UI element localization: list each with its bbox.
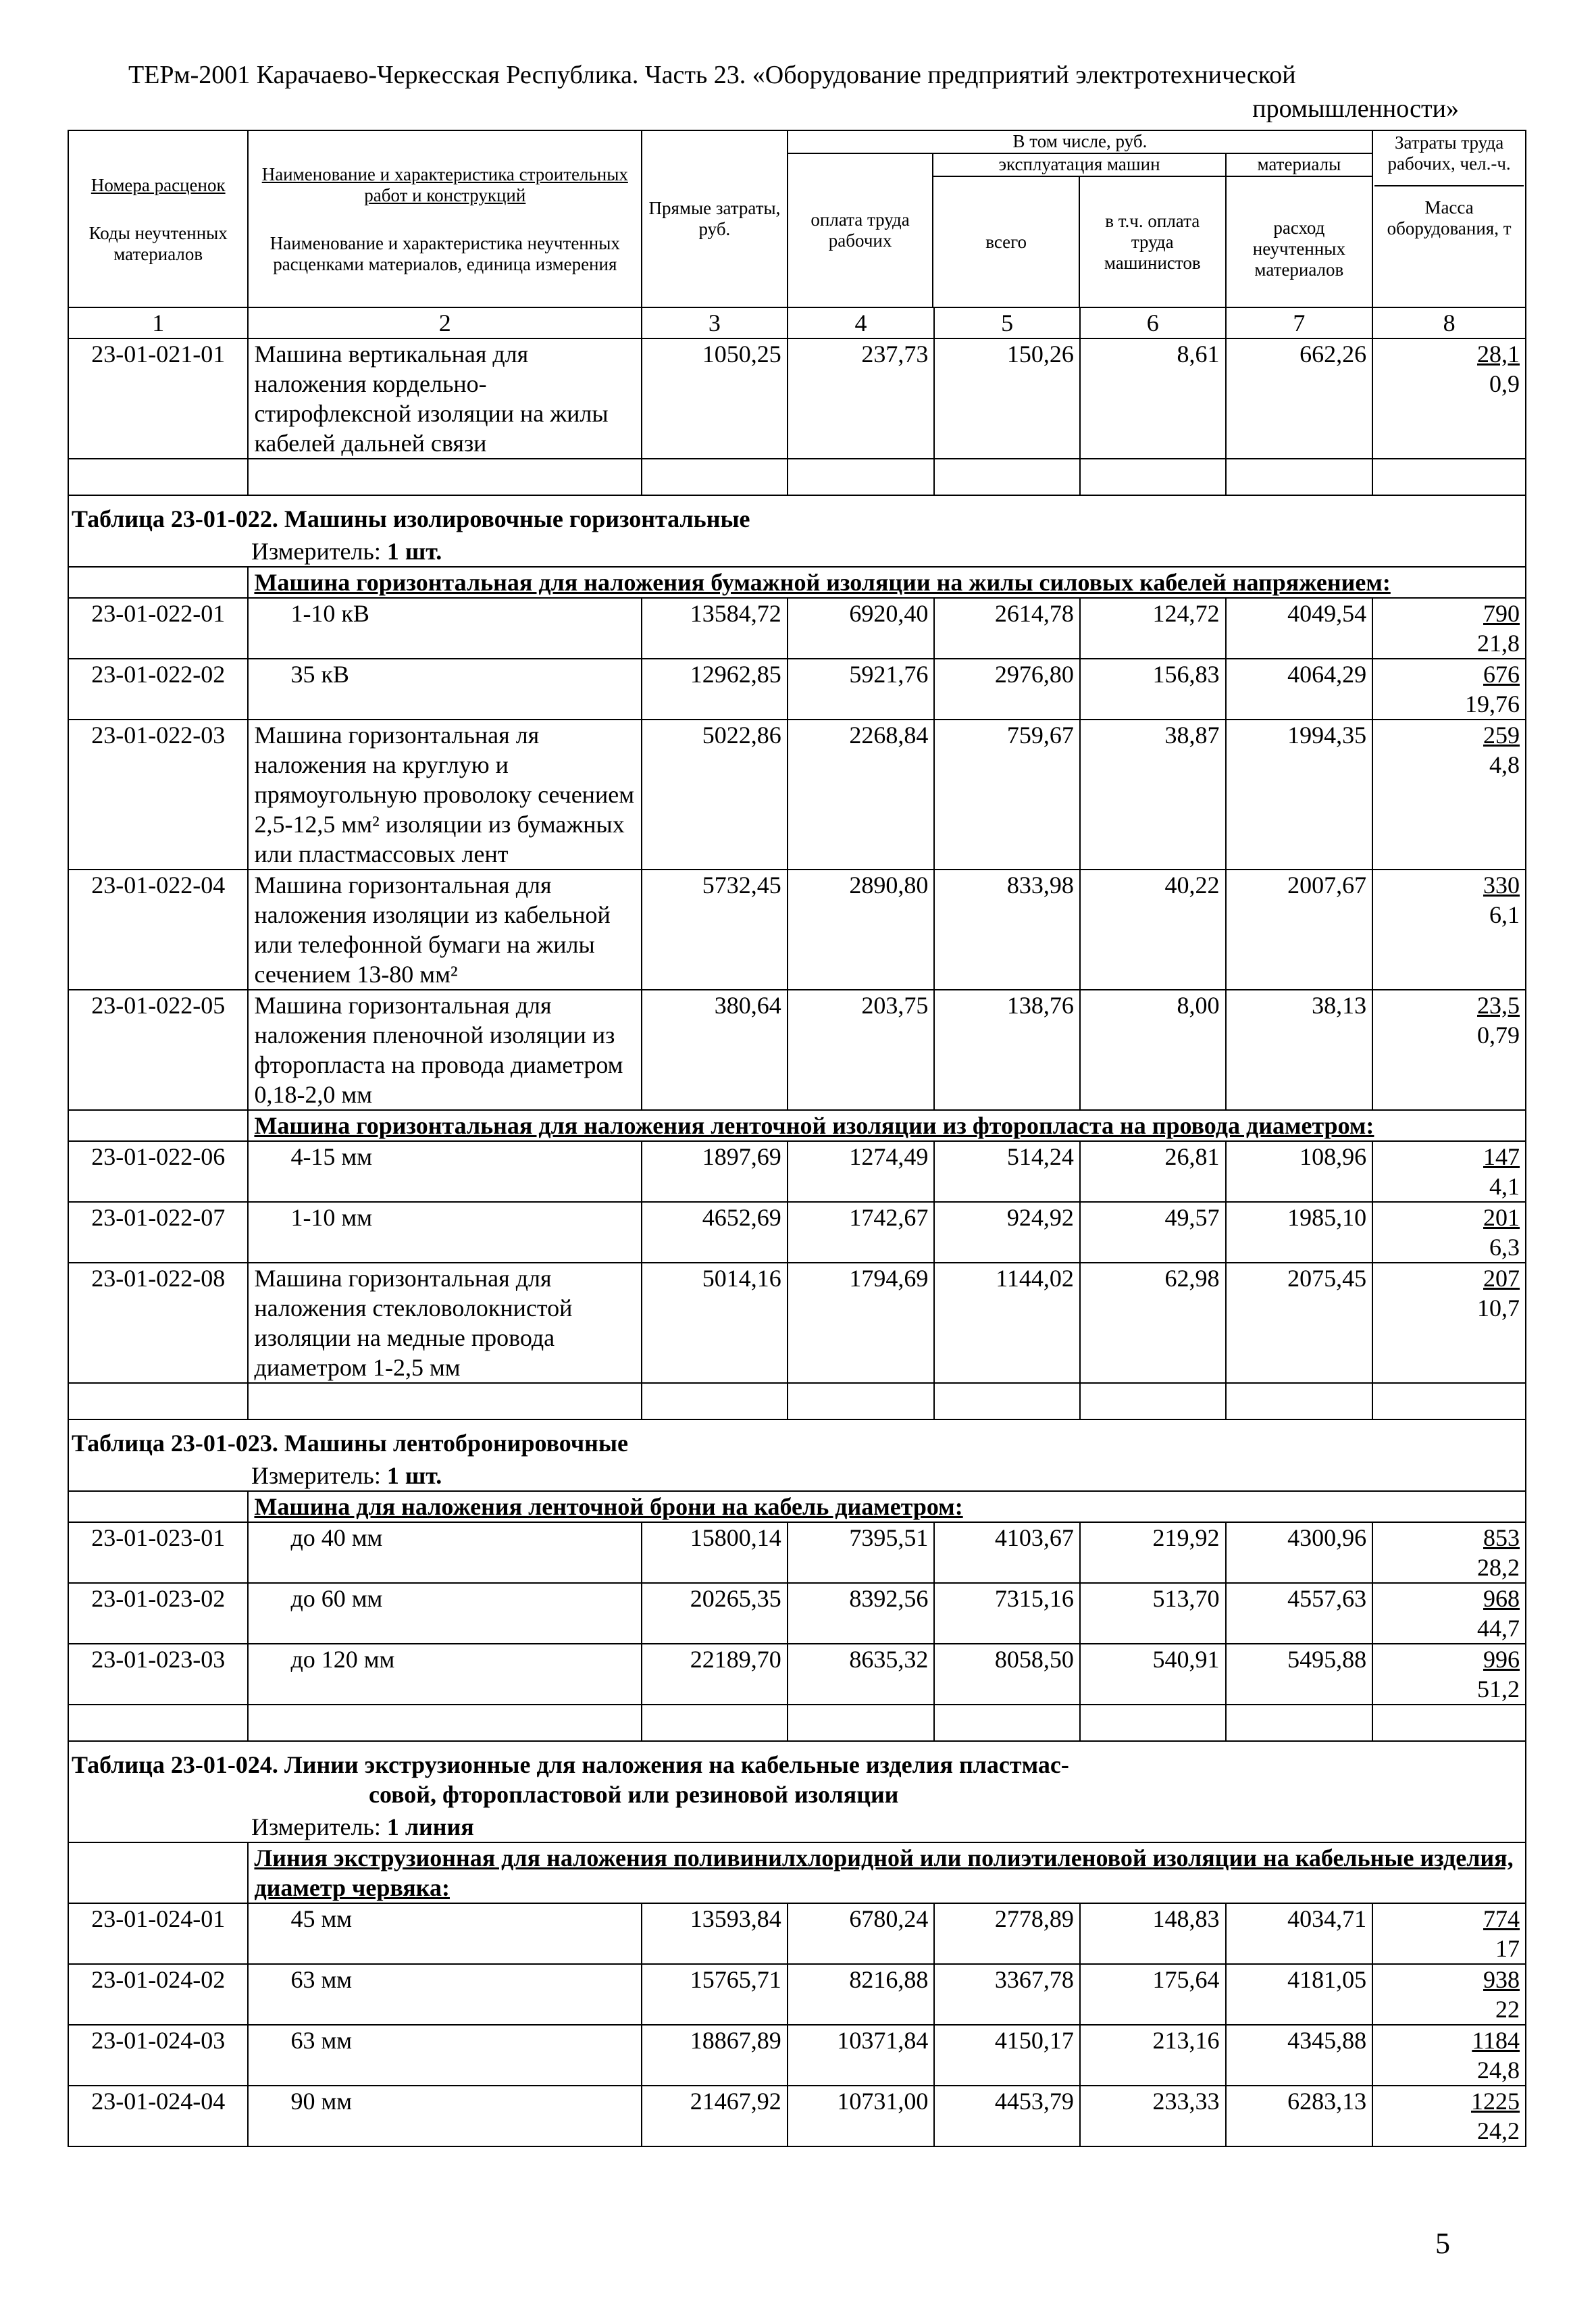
rate-code: 23-01-022-01	[68, 598, 248, 659]
table-row	[68, 1522, 1526, 1583]
rate-name: 45 мм	[248, 1903, 642, 1964]
value-labor: 23,5	[1477, 992, 1520, 1019]
value-vsego: 3367,78	[934, 1964, 1080, 2025]
value-labor: 790	[1483, 600, 1520, 627]
column-number-row	[68, 307, 1526, 338]
labor-cell	[1372, 1263, 1526, 1383]
value-mash: 124,72	[1080, 598, 1226, 659]
header-nomera: Номера расценок	[91, 174, 226, 195]
value-labor: 676	[1483, 661, 1520, 688]
header-cell-vtom	[788, 130, 1372, 307]
value-labor: 996	[1483, 1646, 1520, 1673]
value-mash: 213,16	[1080, 2025, 1226, 2086]
value-labor: 968	[1483, 1585, 1520, 1612]
value-mass: 0,9	[1489, 370, 1520, 397]
value-vsego: 514,24	[934, 1141, 1080, 1202]
group-row	[68, 1110, 1526, 1141]
table-row	[68, 1202, 1526, 1263]
value-mass: 10,7	[1477, 1294, 1520, 1322]
value-mat: 4345,88	[1226, 2025, 1373, 2086]
column-number: 2	[248, 307, 642, 338]
header-oplata: оплата труда рабочих	[788, 154, 934, 307]
rate-code: 23-01-022-08	[68, 1263, 248, 1383]
value-oplata: 5921,76	[788, 659, 935, 720]
measure-row	[68, 1461, 1526, 1491]
measure-unit	[68, 536, 1526, 567]
rate-name: Машина вертикальная для наложения кордельно-стирофлексной изоляции на жилы кабелей дальней связи	[248, 338, 642, 459]
value-mass: 22	[1495, 1996, 1520, 2023]
value-pryamye: 12962,85	[642, 659, 788, 720]
measure-label: Измеритель:	[251, 538, 381, 565]
value-mash: 8,61	[1080, 338, 1226, 459]
header-massa: Масса оборудования, т	[1374, 185, 1524, 239]
value-labor: 774	[1483, 1905, 1520, 1932]
header-line-1: ТЕРм-2001 Карачаево-Черкесская Республика. Часть 23. «Оборудование предприятий электротехнической	[128, 61, 1296, 89]
value-mat: 4300,96	[1226, 1522, 1373, 1583]
value-oplata: 2268,84	[788, 720, 935, 870]
value-mash: 40,22	[1080, 870, 1226, 990]
table-header-row	[68, 130, 1526, 307]
value-mash: 219,92	[1080, 1522, 1226, 1583]
value-mat: 2007,67	[1226, 870, 1373, 990]
rate-name: Машина горизонтальная для наложения изоляции из кабельной или телефонной бумаги на жилы сечением 13-80 мм²	[248, 870, 642, 990]
rate-code: 23-01-021-01	[68, 338, 248, 459]
value-vsego: 1144,02	[934, 1263, 1080, 1383]
labor-cell	[1372, 870, 1526, 990]
page-header	[128, 58, 1459, 126]
value-oplata: 1742,67	[788, 1202, 935, 1263]
rate-name: 4-15 мм	[248, 1141, 642, 1202]
labor-cell	[1372, 1644, 1526, 1705]
rate-code: 23-01-022-06	[68, 1141, 248, 1202]
rate-code: 23-01-022-07	[68, 1202, 248, 1263]
section-title	[68, 1741, 1526, 1812]
header-kody: Коды неучтенных материалов	[88, 222, 228, 264]
price-table	[68, 130, 1526, 2147]
value-labor: 28,1	[1477, 341, 1520, 368]
value-mass: 28,2	[1477, 1554, 1520, 1581]
value-vsego: 150,26	[934, 338, 1080, 459]
value-pryamye: 15765,71	[642, 1964, 788, 2025]
header-naim1: Наименование и характеристика строительных работ и конструкций	[261, 164, 628, 205]
value-mat: 4049,54	[1226, 598, 1373, 659]
labor-cell	[1372, 1583, 1526, 1644]
value-mat: 5495,88	[1226, 1644, 1373, 1705]
labor-cell	[1372, 598, 1526, 659]
labor-cell	[1372, 2086, 1526, 2146]
value-mash: 38,87	[1080, 720, 1226, 870]
value-labor: 853	[1483, 1524, 1520, 1551]
value-oplata: 8635,32	[788, 1644, 935, 1705]
rate-code: 23-01-024-02	[68, 1964, 248, 2025]
value-mass: 24,2	[1477, 2117, 1520, 2144]
measure-unit	[68, 1812, 1526, 1842]
value-labor: 147	[1483, 1143, 1520, 1170]
value-mat: 2075,45	[1226, 1263, 1373, 1383]
header-vsego: всего	[933, 177, 1079, 307]
measure-label: Измеритель:	[251, 1813, 381, 1840]
group-heading: Линия экструзионная для наложения поливинилхлоридной или полиэтиленовой изоляции на кабельные изделия, диаметр червяка:	[248, 1842, 1526, 1903]
value-pryamye: 21467,92	[642, 2086, 788, 2146]
spacer-row	[68, 1705, 1526, 1741]
labor-cell	[1372, 1202, 1526, 1263]
value-mash: 8,00	[1080, 990, 1226, 1110]
value-pryamye: 5014,16	[642, 1263, 788, 1383]
labor-cell	[1372, 1141, 1526, 1202]
value-vsego: 2778,89	[934, 1903, 1080, 1964]
column-number: 7	[1226, 307, 1373, 338]
rate-name: до 120 мм	[248, 1644, 642, 1705]
rate-name: 90 мм	[248, 2086, 642, 2146]
value-mass: 17	[1495, 1935, 1520, 1962]
labor-cell	[1372, 2025, 1526, 2086]
value-vsego: 924,92	[934, 1202, 1080, 1263]
value-vsego: 8058,50	[934, 1644, 1080, 1705]
value-vsego: 4150,17	[934, 2025, 1080, 2086]
value-mash: 148,83	[1080, 1903, 1226, 1964]
value-pryamye: 18867,89	[642, 2025, 788, 2086]
header-vtch: в т.ч. оплата труда машинистов	[1104, 210, 1201, 273]
value-mat: 4181,05	[1226, 1964, 1373, 2025]
measure-unit	[68, 1461, 1526, 1491]
value-labor: 259	[1483, 722, 1520, 749]
table-row	[68, 1141, 1526, 1202]
value-oplata: 1794,69	[788, 1263, 935, 1383]
labor-cell	[1372, 659, 1526, 720]
rate-code: 23-01-023-02	[68, 1583, 248, 1644]
labor-cell	[1372, 720, 1526, 870]
table-title-row	[68, 1741, 1526, 1812]
labor-cell	[1372, 990, 1526, 1110]
value-mat: 6283,13	[1226, 2086, 1373, 2146]
value-oplata: 2890,80	[788, 870, 935, 990]
value-vsego: 2614,78	[934, 598, 1080, 659]
rate-name: 63 мм	[248, 1964, 642, 2025]
header-cell-codes	[68, 130, 248, 307]
value-labor: 1225	[1471, 2088, 1520, 2115]
column-number: 6	[1080, 307, 1226, 338]
group-row	[68, 1842, 1526, 1903]
value-vsego: 138,76	[934, 990, 1080, 1110]
group-heading: Машина для наложения ленточной брони на кабель диаметром:	[248, 1491, 1526, 1522]
spacer-row	[68, 459, 1526, 495]
table-row	[68, 870, 1526, 990]
rate-name: Машина горизонтальная для наложения стекловолокнистой изоляции на медные провода диаметром 1-2,5 мм	[248, 1263, 642, 1383]
value-mash: 540,91	[1080, 1644, 1226, 1705]
value-vsego: 759,67	[934, 720, 1080, 870]
rate-code: 23-01-022-05	[68, 990, 248, 1110]
value-mat: 4064,29	[1226, 659, 1373, 720]
rate-code: 23-01-024-03	[68, 2025, 248, 2086]
rate-name: 1-10 мм	[248, 1202, 642, 1263]
rate-code: 23-01-023-03	[68, 1644, 248, 1705]
header-rashod: расход неучтенных материалов	[1252, 217, 1345, 280]
value-pryamye: 1897,69	[642, 1141, 788, 1202]
table-row	[68, 338, 1526, 459]
rate-code: 23-01-022-03	[68, 720, 248, 870]
measure-row	[68, 1812, 1526, 1842]
value-mat: 108,96	[1226, 1141, 1373, 1202]
value-oplata: 6780,24	[788, 1903, 935, 1964]
table-row	[68, 1583, 1526, 1644]
value-pryamye: 13593,84	[642, 1903, 788, 1964]
value-oplata: 237,73	[788, 338, 935, 459]
measure-row	[68, 536, 1526, 567]
value-mass: 19,76	[1465, 690, 1520, 718]
value-mass: 4,1	[1489, 1173, 1520, 1200]
value-pryamye: 22189,70	[642, 1644, 788, 1705]
table-row	[68, 2025, 1526, 2086]
value-mat: 1985,10	[1226, 1202, 1373, 1263]
group-row	[68, 1491, 1526, 1522]
value-oplata: 10731,00	[788, 2086, 935, 2146]
rate-name: Машина горизонтальная ля наложения на круглую и прямоугольную проволоку сечением 2,5-12,5 мм² изоляции из бумажных или пластмассовых лент	[248, 720, 642, 870]
header-zatraty: Затраты труда рабочих, чел.-ч.	[1387, 132, 1511, 174]
value-mass: 44,7	[1477, 1615, 1520, 1642]
value-pryamye: 15800,14	[642, 1522, 788, 1583]
value-pryamye: 20265,35	[642, 1583, 788, 1644]
section-title-line-2: совой, фторопластовой или резиновой изоляции	[369, 1781, 899, 1808]
value-oplata: 203,75	[788, 990, 935, 1110]
value-mass: 4,8	[1489, 751, 1520, 778]
table-row	[68, 1263, 1526, 1383]
header-materialy: материалы	[1227, 154, 1372, 177]
spacer-row	[68, 1383, 1526, 1419]
table-row	[68, 1903, 1526, 1964]
value-mat: 662,26	[1226, 338, 1373, 459]
section-title: Таблица 23-01-022. Машины изолировочные горизонтальные	[68, 495, 1526, 536]
value-mash: 156,83	[1080, 659, 1226, 720]
table-row	[68, 990, 1526, 1110]
header-ekspl: эксплуатация машин	[933, 154, 1225, 177]
table-row	[68, 659, 1526, 720]
value-vsego: 833,98	[934, 870, 1080, 990]
value-mat: 1994,35	[1226, 720, 1373, 870]
measure-value: 1 шт.	[386, 538, 442, 565]
group-heading: Машина горизонтальная для наложения ленточной изоляции из фторопласта на провода диаметром:	[248, 1110, 1526, 1141]
rate-name: Машина горизонтальная для наложения пленочной изоляции из фторопласта на провода диаметром 0,18-2,0 мм	[248, 990, 642, 1110]
value-mass: 24,8	[1477, 2057, 1520, 2084]
value-pryamye: 4652,69	[642, 1202, 788, 1263]
table-row	[68, 2086, 1526, 2146]
value-vsego: 7315,16	[934, 1583, 1080, 1644]
value-mash: 62,98	[1080, 1263, 1226, 1383]
value-mass: 0,79	[1477, 1022, 1520, 1049]
value-vsego: 2976,80	[934, 659, 1080, 720]
section-title-line-1: Таблица 23-01-024. Линии экструзионные для наложения на кабельные изделия пластмас-	[72, 1751, 1069, 1778]
rate-name: 1-10 кВ	[248, 598, 642, 659]
value-labor: 207	[1483, 1265, 1520, 1292]
value-mash: 26,81	[1080, 1141, 1226, 1202]
rate-name: 63 мм	[248, 2025, 642, 2086]
value-mash: 233,33	[1080, 2086, 1226, 2146]
value-oplata: 10371,84	[788, 2025, 935, 2086]
header-cell-names	[248, 130, 642, 307]
header-line-2: промышленности»	[1252, 95, 1459, 123]
labor-cell	[1372, 1903, 1526, 1964]
table-row	[68, 1964, 1526, 2025]
column-number: 3	[642, 307, 788, 338]
value-mash: 49,57	[1080, 1202, 1226, 1263]
value-mat: 4557,63	[1226, 1583, 1373, 1644]
value-labor: 201	[1483, 1204, 1520, 1231]
header-naim2: Наименование и характеристика неучтенных расценками материалов, единица измерения	[269, 233, 620, 274]
table-row	[68, 1644, 1526, 1705]
rate-code: 23-01-024-01	[68, 1903, 248, 1964]
value-mat: 38,13	[1226, 990, 1373, 1110]
value-pryamye: 5732,45	[642, 870, 788, 990]
value-pryamye: 380,64	[642, 990, 788, 1110]
header-vtom: В том числе, руб.	[788, 131, 1372, 154]
value-mass: 6,1	[1489, 901, 1520, 928]
value-vsego: 4453,79	[934, 2086, 1080, 2146]
table-row	[68, 720, 1526, 870]
table-title-row	[68, 1419, 1526, 1461]
column-number: 4	[788, 307, 935, 338]
table-row	[68, 598, 1526, 659]
value-pryamye: 5022,86	[642, 720, 788, 870]
value-mash: 513,70	[1080, 1583, 1226, 1644]
value-pryamye: 1050,25	[642, 338, 788, 459]
rate-name: до 40 мм	[248, 1522, 642, 1583]
rate-name: 35 кВ	[248, 659, 642, 720]
value-oplata: 1274,49	[788, 1141, 935, 1202]
group-row	[68, 567, 1526, 598]
value-labor: 1184	[1472, 2027, 1520, 2054]
value-oplata: 8216,88	[788, 1964, 935, 2025]
section-title: Таблица 23-01-023. Машины лентобронировочные	[68, 1419, 1526, 1461]
value-mash: 175,64	[1080, 1964, 1226, 2025]
value-vsego: 4103,67	[934, 1522, 1080, 1583]
rate-code: 23-01-024-04	[68, 2086, 248, 2146]
table-title-row	[68, 495, 1526, 536]
value-mat: 4034,71	[1226, 1903, 1373, 1964]
value-mass: 6,3	[1489, 1234, 1520, 1261]
rate-name: до 60 мм	[248, 1583, 642, 1644]
rate-code: 23-01-022-04	[68, 870, 248, 990]
value-oplata: 8392,56	[788, 1583, 935, 1644]
page-number: 5	[1435, 2227, 1450, 2260]
value-oplata: 7395,51	[788, 1522, 935, 1583]
rate-code: 23-01-022-02	[68, 659, 248, 720]
header-cell-zatraty	[1372, 130, 1526, 307]
header-pryamye: Прямые затраты, руб.	[642, 130, 788, 307]
value-labor: 330	[1483, 872, 1520, 899]
measure-value: 1 линия	[386, 1813, 474, 1840]
labor-cell	[1372, 1964, 1526, 2025]
column-number: 5	[934, 307, 1080, 338]
value-oplata: 6920,40	[788, 598, 935, 659]
value-labor: 938	[1483, 1966, 1520, 1993]
value-pryamye: 13584,72	[642, 598, 788, 659]
labor-cell	[1372, 338, 1526, 459]
value-mass: 51,2	[1477, 1676, 1520, 1703]
labor-cell	[1372, 1522, 1526, 1583]
column-number: 1	[68, 307, 248, 338]
measure-label: Измеритель:	[251, 1462, 381, 1489]
rate-code: 23-01-023-01	[68, 1522, 248, 1583]
group-heading: Машина горизонтальная для наложения бумажной изоляции на жилы силовых кабелей напряжением:	[248, 567, 1526, 598]
measure-value: 1 шт.	[386, 1462, 442, 1489]
column-number: 8	[1372, 307, 1526, 338]
value-mass: 21,8	[1477, 630, 1520, 657]
